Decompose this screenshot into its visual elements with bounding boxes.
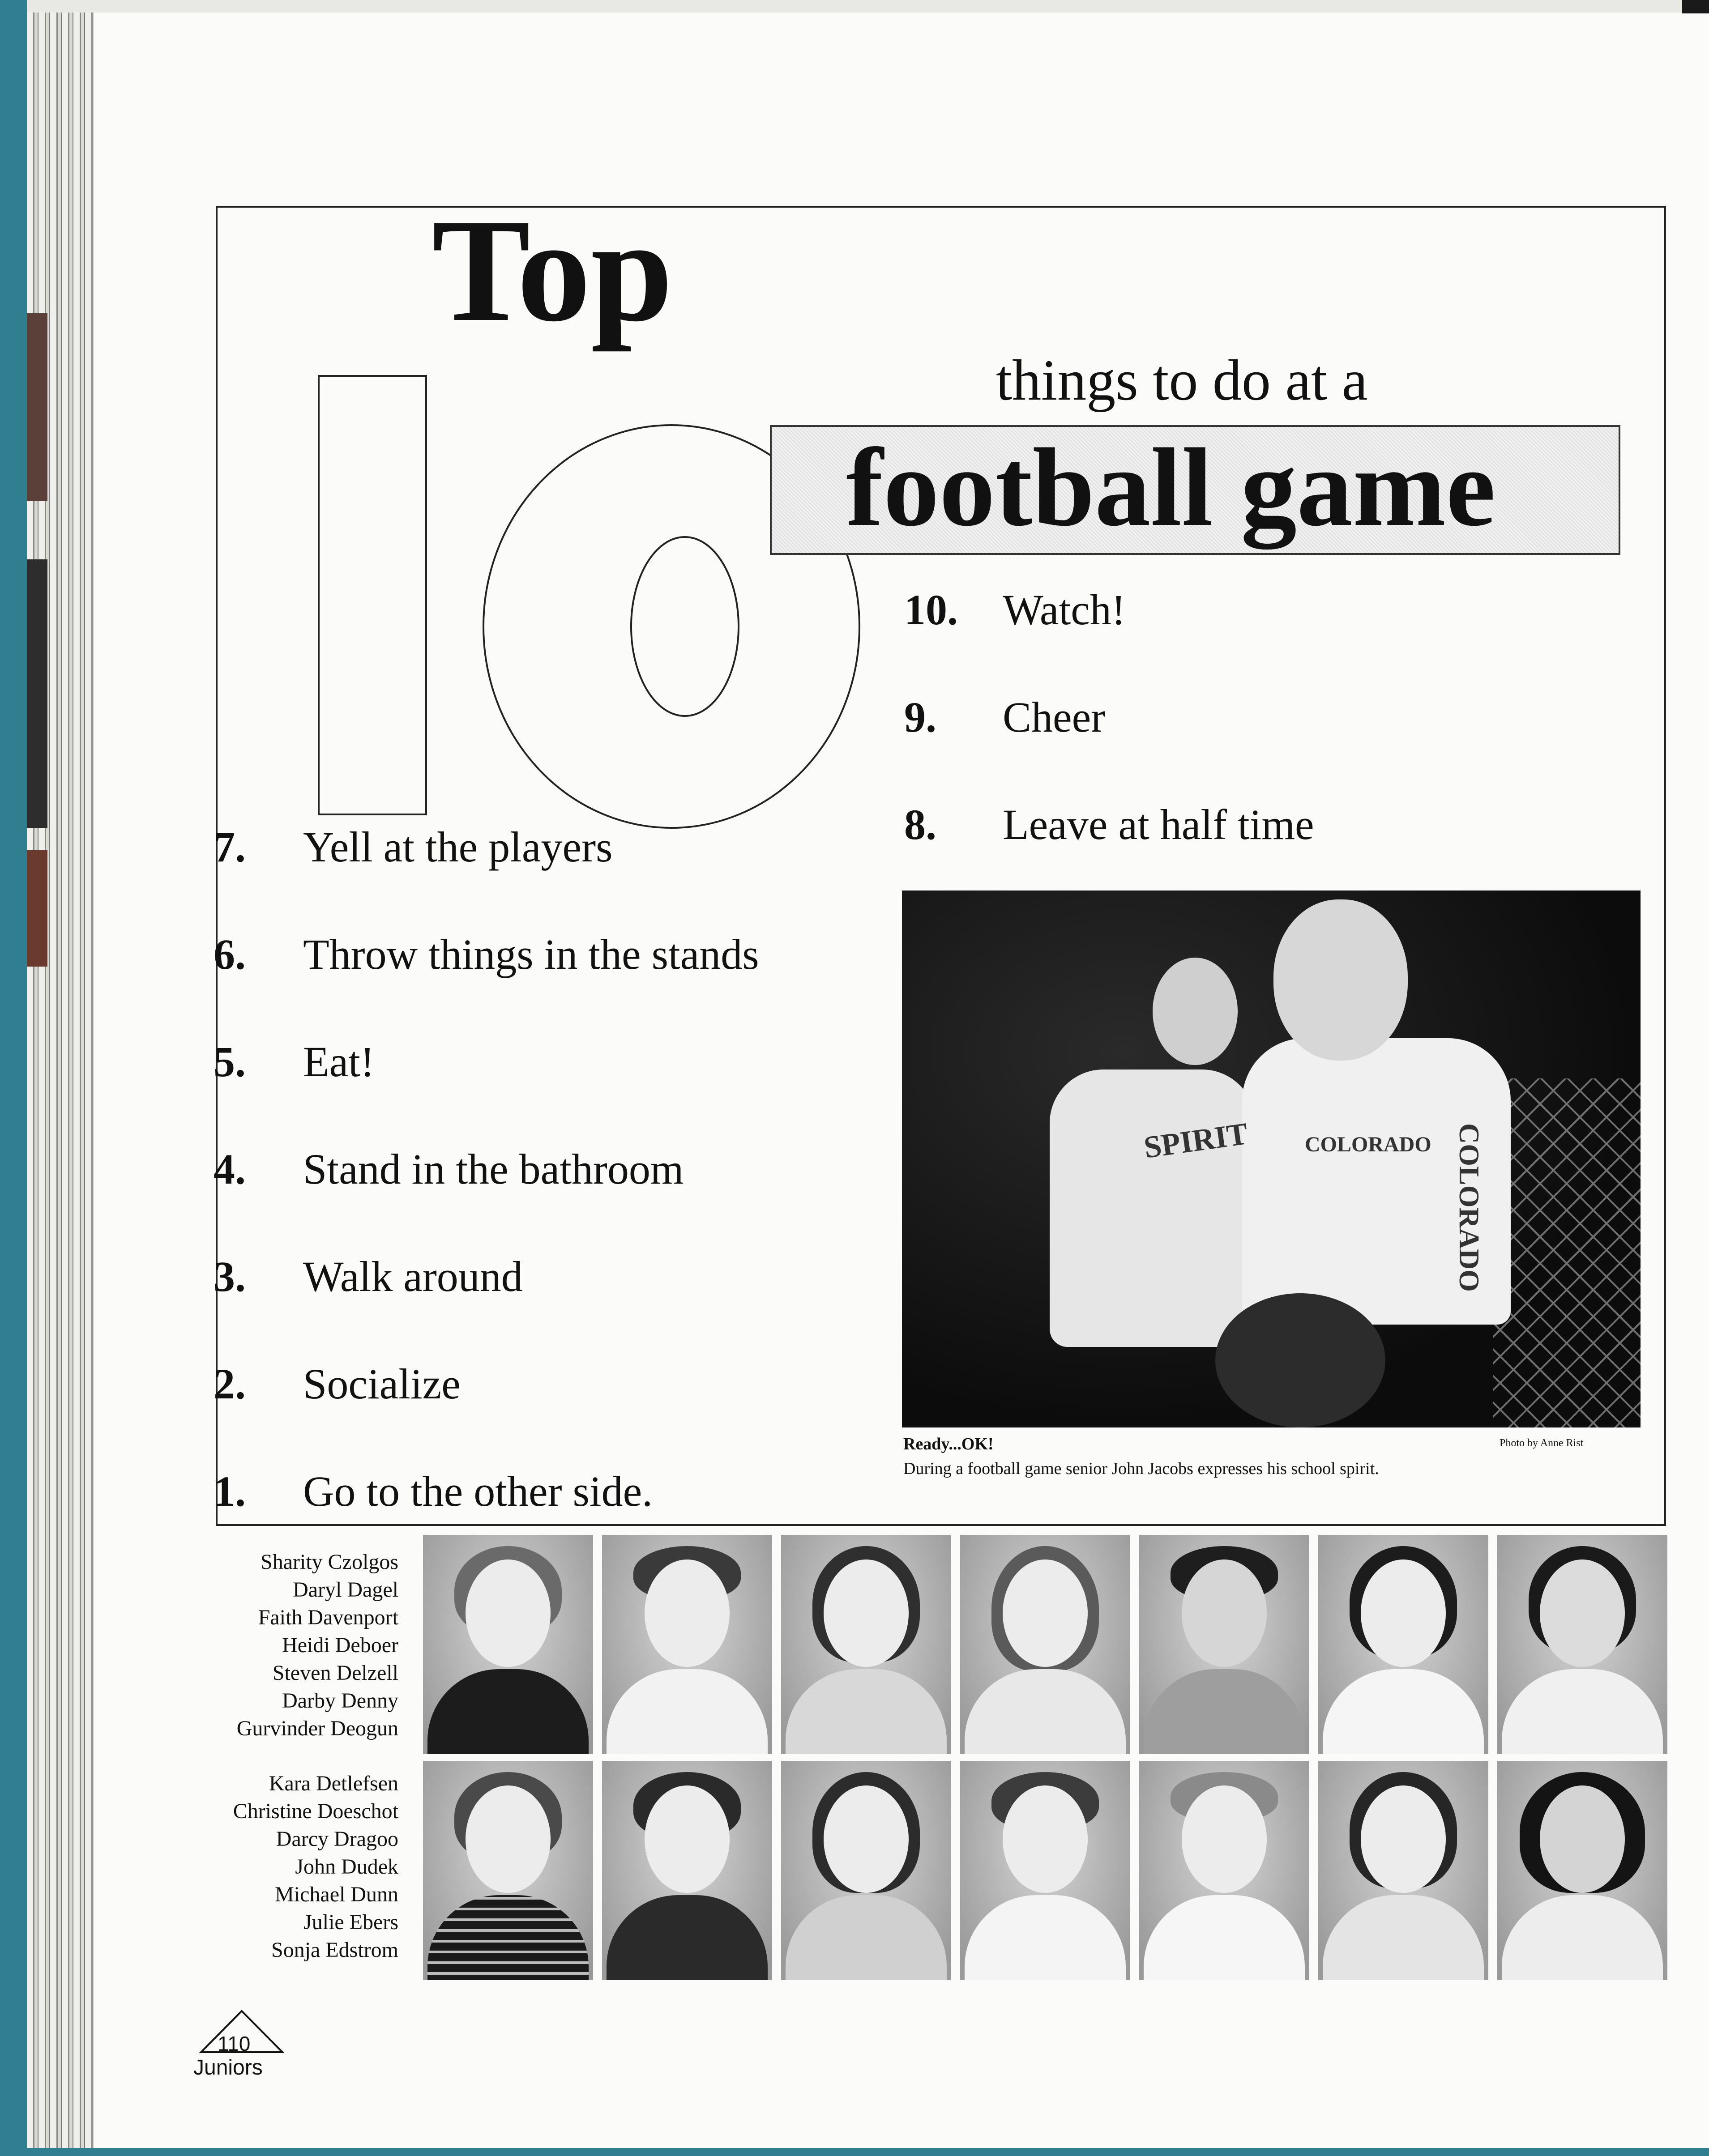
photo-caption-title: Ready...OK!: [903, 1435, 994, 1453]
student-portrait: [1139, 1535, 1309, 1754]
corner-shadow: [1682, 0, 1709, 13]
student-portrait: [423, 1535, 593, 1754]
student-name: Michael Dunn: [275, 1883, 398, 1906]
list-number: 10.: [904, 586, 958, 634]
name-list: [210, 1548, 398, 1743]
list-number: 6.: [214, 930, 246, 978]
student-name: Julie Ebers: [303, 1910, 398, 1934]
headline-things: things to do at a: [996, 348, 1368, 413]
student-portrait: [960, 1535, 1130, 1754]
list-text: Cheer: [1003, 693, 1106, 741]
top-edge: [27, 0, 1709, 13]
student-name: Heidi Deboer: [282, 1633, 398, 1657]
list-number: 1.: [214, 1467, 246, 1515]
student-name: Sonja Edstrom: [271, 1938, 398, 1962]
student-portrait: [960, 1761, 1130, 1980]
student-portrait: [781, 1761, 951, 1980]
student-name: Christine Doeschot: [233, 1799, 398, 1823]
book-binding: [0, 0, 27, 2156]
student-name: Darby Denny: [282, 1689, 398, 1713]
student-portrait: [602, 1535, 772, 1754]
list-number: 9.: [904, 693, 936, 741]
list-text: Yell at the players: [303, 823, 613, 871]
list-number: 7.: [214, 823, 246, 871]
student-portrait: [602, 1761, 772, 1980]
student-name: John Dudek: [295, 1855, 398, 1879]
edge-strip: [27, 850, 47, 967]
student-name: Gurvinder Deogun: [236, 1717, 398, 1740]
student-portrait: [781, 1535, 951, 1754]
student-name: Steven Delzell: [272, 1661, 398, 1685]
student-portrait: [1497, 1761, 1667, 1980]
list-text: Walk around: [303, 1253, 523, 1300]
list-number: 4.: [214, 1145, 246, 1193]
student-name: Daryl Dagel: [293, 1578, 398, 1602]
student-portrait: [1139, 1761, 1309, 1980]
list-text: Stand in the bathroom: [303, 1145, 684, 1193]
student-name: Darcy Dragoo: [276, 1827, 398, 1851]
student-name: Kara Detlefsen: [269, 1772, 398, 1795]
student-name: Faith Davenport: [258, 1606, 398, 1629]
edge-strip: [27, 313, 47, 501]
person-left-head: [1153, 958, 1238, 1065]
student-portrait: [1318, 1535, 1488, 1754]
bottom-edge: [0, 2148, 1709, 2156]
sleeve-text: COLORADO: [1453, 1123, 1485, 1292]
photo-caption: During a football game senior John Jacobs expresses his school spirit.: [903, 1459, 1379, 1478]
section-label: Juniors: [193, 2056, 263, 2079]
edge-strip: [27, 559, 47, 828]
student-portrait: [423, 1761, 593, 1980]
shirt-text-colorado: COLORADO: [1305, 1133, 1431, 1156]
list-text: Throw things in the stands: [303, 930, 759, 978]
name-list: [210, 1770, 398, 1964]
person-right-head: [1273, 899, 1408, 1061]
list-text: Go to the other side.: [303, 1467, 653, 1515]
list-text: Eat!: [303, 1038, 375, 1086]
list-text: Socialize: [303, 1360, 461, 1408]
list-text: Watch!: [1003, 586, 1126, 634]
student-portrait: [1318, 1761, 1488, 1980]
shirt-text-spirit: SPIRIT: [1141, 1116, 1250, 1165]
chain-link-fence: [1493, 1078, 1641, 1427]
list-number: 8.: [904, 801, 936, 848]
person-left: [1050, 1069, 1256, 1347]
photo-credit: Photo by Anne Rist: [1500, 1437, 1584, 1449]
headline-football: football game: [846, 426, 1496, 550]
page-number: 110: [218, 2032, 251, 2055]
student-portrait: [1497, 1535, 1667, 1754]
feature-photo: [902, 891, 1641, 1427]
list-number: 2.: [214, 1360, 246, 1408]
list-number: 3.: [214, 1253, 246, 1300]
list-text: Leave at half time: [1003, 801, 1314, 848]
pom-pom: [1215, 1293, 1385, 1427]
student-name: Sharity Czolgos: [261, 1550, 398, 1574]
headline-top: Top: [432, 189, 673, 352]
list-number: 5.: [214, 1038, 246, 1086]
